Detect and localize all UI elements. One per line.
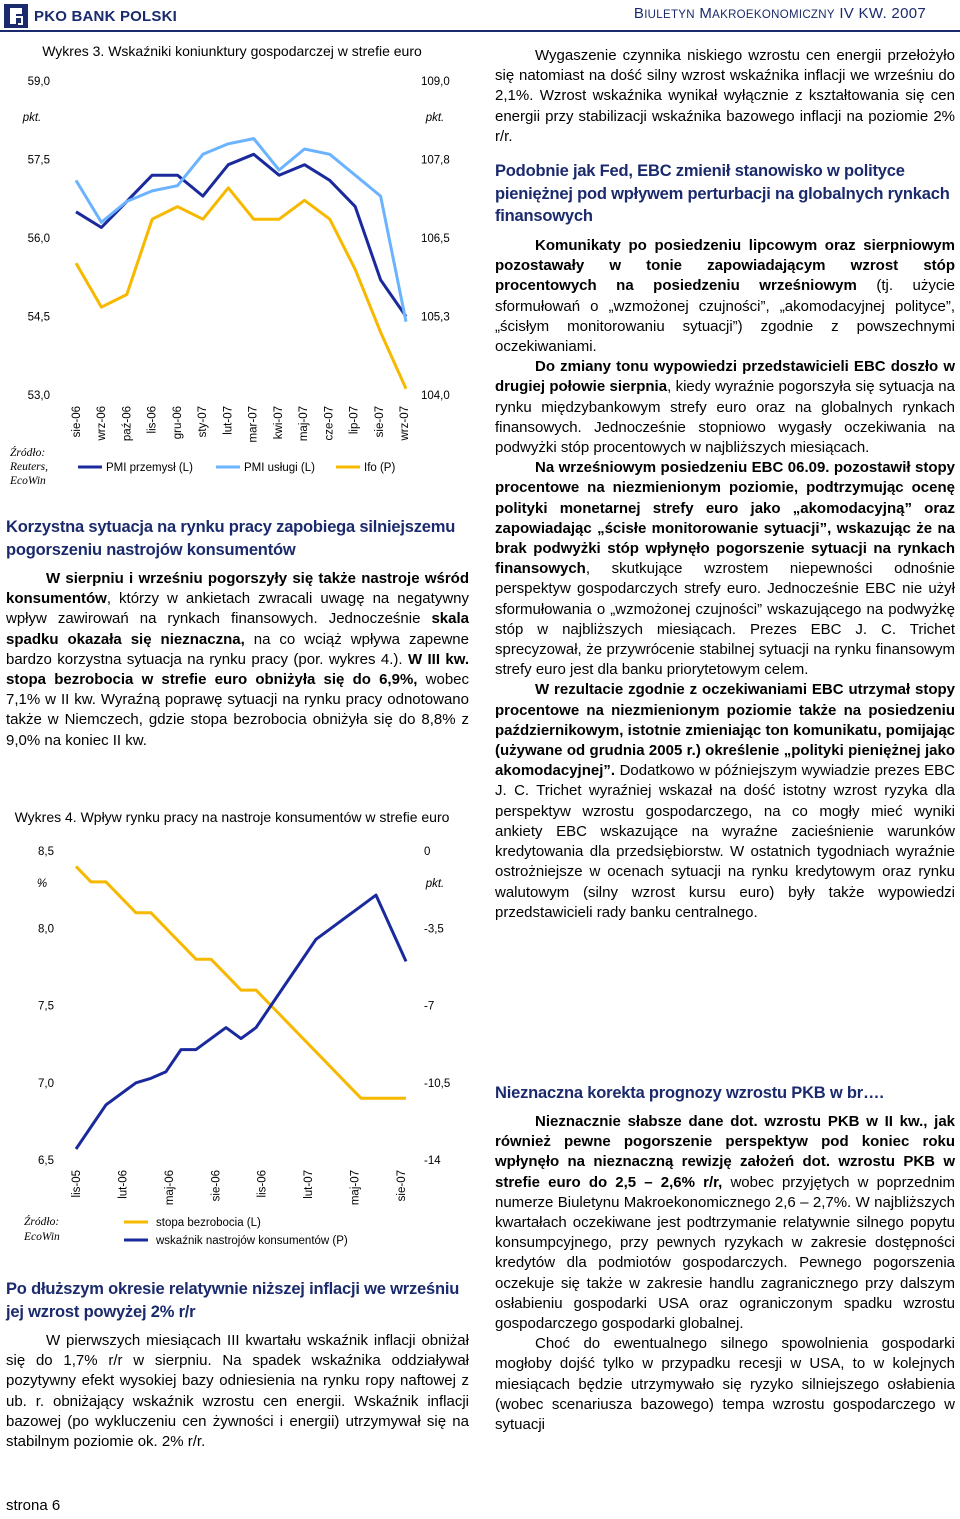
chart3 xyxy=(6,38,469,498)
y-tick-label: 0 xyxy=(424,846,431,858)
pko-logo xyxy=(4,4,177,28)
chart3-legend xyxy=(78,462,395,474)
chart3-right-unit: pkt. xyxy=(425,112,445,124)
paragraph: Do zmiany tonu wypowiedzi przedstawicieli EBC doszło w drugiej połowie sierpnia, kiedy wyraźnie pogorszyła się sytuacja na rynku międzybankowym strefy euro oraz na globalnych rynkach finansowych. Jednocześnie stopniowo wygasły oczekiwania na podwyżki stóp procentowych w najbliższych miesiącach. xyxy=(495,358,955,457)
brand-name: PKO BANK POLSKI xyxy=(34,7,178,25)
legend-label: Ifo (P) xyxy=(364,462,396,474)
legend-label: wskaźnik nastrojów konsumentów (P) xyxy=(156,1235,348,1247)
svg-text:EcoWin: EcoWin xyxy=(10,475,46,487)
bulletin-title: BIULETYN MAKROEKONOMICZNY IV KW. 2007 xyxy=(633,5,926,22)
header-rule xyxy=(0,30,960,32)
x-tick-label: gru-06 xyxy=(171,406,184,440)
x-tick-label: lut-07 xyxy=(222,406,235,435)
series-line-1 xyxy=(76,895,406,1149)
x-tick-label: maj-07 xyxy=(349,1170,362,1206)
section-labour-market xyxy=(6,516,469,751)
chart4-legend xyxy=(124,1217,348,1247)
x-tick-label: sie-07 xyxy=(396,1170,408,1202)
x-tick-label: mar-07 xyxy=(247,406,260,443)
section-heading: Po dłuższym okresie relatywnie niższej inflacji we wrześniu jej wzrost powyżej 2% r/r xyxy=(6,1280,460,1321)
y-tick-label: 57,5 xyxy=(27,154,50,167)
paragraph: Choć do ewentualnego silnego spowolnienia gospodarki mogłoby dojść tylko w przypadku recesji w USA, to w kolejnych miesiącach będzie utrzymywało się ryzyko silniejszego osłabienia (wobec scenariusza bazowego) tempa wzrostu gospodarczego w sytuacji xyxy=(495,1335,955,1434)
y-tick-label: 7,5 xyxy=(38,1000,54,1013)
paragraph: W pierwszych miesiącach III kwartału wskaźnik inflacji obniżał się do 1,7% r/r w sierpniu. Na spadek wskaźnika oddziaływał pozytywny efekt wysokiej bazy odniesienia na rynku ropy naftowej z ub. r. obniżający wskaźnik wzrostu cen energii. Wskaźnik inflacji bazowej (po wykluczeniu cen żywności i energii) utrzymywał się na stabilnym poziomie ok. 2% r/r. xyxy=(6,1332,469,1451)
y-tick-label: 8,0 xyxy=(38,923,54,936)
x-tick-label: sie-07 xyxy=(373,406,386,438)
section-heading: Korzystna sytuacja na rynku pracy zapobiega silniejszemu pogorszeniu nastrojów konsumentów xyxy=(6,518,456,559)
x-tick-label: lip-07 xyxy=(348,406,361,435)
y-tick-label: 8,5 xyxy=(38,846,54,858)
paragraph: Nieznacznie słabsze dane dot. wzrostu PKB w II kw., jak również pewne pogorszenie perspektyw pod koniec roku wpłynęło na nieznaczną rewizję założeń dot. wzrostu PKB w strefie euro do 2,5 – 2,6% r/r, wobec przyjętych w poprzednim numerze Biuletynu Makroekonomicznego 2,6 – 2,7%. W najbliższych kwartałach oczekiwane jest podtrzymanie relatywnie silnego popytu konsumpcyjnego, przy pewnych ryzykach w zakresie dostępności kredytów dla podmiotów gospodarczych. Pewnego pogorszenia oczekuje się także w zakresie handlu zagranicznego przy dalszym osłabieniu gospodarki USA oraz ograniczonym spadku wzrostu gospodarczego gospodarki globalnej. xyxy=(495,1113,955,1333)
svg-text:Źródło:: Źródło: xyxy=(24,1216,60,1228)
y-tick-label: 7,0 xyxy=(38,1077,54,1090)
chart4-right-unit: pkt. xyxy=(425,878,445,890)
x-tick-label: lut-06 xyxy=(117,1170,130,1199)
chart4-x-axis xyxy=(71,1170,408,1205)
legend-label: PMI przemysł (L) xyxy=(106,462,193,474)
x-tick-label: paź-06 xyxy=(121,406,134,442)
ecb-text xyxy=(495,236,955,923)
x-tick-label: maj-06 xyxy=(163,1170,176,1206)
y-tick-label: -10,5 xyxy=(424,1077,451,1090)
x-tick-label: kwi-07 xyxy=(272,406,285,440)
paragraph: Komunikaty po posiedzeniu lipcowym oraz sierpniowym pozostawały w tonie zapowiadającym wzrost stóp procentowych na posiedzeniu wrześniowym (tj. użycie sformułowań o „wzmożonej czujności”, „akomodacyjnej polityce”, „ścisłym monitorowaniu sytuacji”) zgodnie z powszechnymi oczekiwaniami. xyxy=(495,237,955,356)
y-tick-label: 106,5 xyxy=(421,233,450,245)
page-number: strona 6 xyxy=(6,1497,61,1514)
x-tick-label: wrz-06 xyxy=(96,406,109,441)
y-tick-label: 105,3 xyxy=(421,311,450,324)
chart3-left-axis xyxy=(28,76,50,402)
legend-label: stopa bezrobocia (L) xyxy=(156,1217,261,1229)
section-heading: Nieznaczna korekta prognozy wzrostu PKB w br…. xyxy=(495,1084,884,1102)
chart3-left-unit: pkt. xyxy=(22,112,42,124)
chart4-source xyxy=(23,1214,60,1243)
x-tick-label: maj-07 xyxy=(298,406,311,442)
y-tick-label: -7 xyxy=(424,1000,435,1013)
section-heading: Podobnie jak Fed, EBC zmienił stanowisko w polityce pieniężnej pod wpływem perturbacji na globalnych rynkach finansowych xyxy=(495,162,950,225)
chart3-series xyxy=(76,139,406,389)
chart4-title: Wykres 4. Wpływ rynku pracy na nastroje konsumentów w strefie euro xyxy=(14,809,450,825)
series-line-2 xyxy=(76,188,406,389)
chart3-x-axis xyxy=(71,406,411,442)
x-tick-label: sie-06 xyxy=(210,1170,223,1202)
paragraph: Wygaszenie czynnika niskiego wzrostu cen energii przełożyło się natomiast na dość silny wzrost wskaźnika inflacji we wrześniu do 2,1%. Wzrost wskaźnika wynikał wyłącznie z kształtowania się cen energii przy stabilizacji wskaźnika bazowego inflacji na poziomie 2% r/r. xyxy=(495,47,955,145)
y-tick-label: -14 xyxy=(424,1155,441,1167)
chart4-series xyxy=(76,866,406,1149)
y-tick-label: 56,0 xyxy=(27,233,50,245)
series-line-0 xyxy=(76,866,406,1098)
x-tick-label: cze-07 xyxy=(323,406,336,441)
section-inflation xyxy=(6,1278,469,1452)
chart4-right-axis xyxy=(424,846,450,1167)
y-tick-label: 107,8 xyxy=(421,154,450,167)
x-tick-label: lis-06 xyxy=(146,406,159,434)
paragraph: W rezultacie zgodnie z oczekiwaniami EBC utrzymał stopy procentowe na niezmienionym poziomie także na posiedzeniu październikowym, istotnie zmieniając ton komunikatu, pomijając (używane od grudnia 2005 r.) określenie „polityki pieniężnej jako akomodacyjnej”. Dodatkowo w późniejszym wywiadzie prezes EBC J. C. Trichet wyraźniej wskazał na dość istotny wzrost ryzyka dla perspektyw wzrostu gospodarczego, na co mogły mieć wyniki ankiety EBC wskazujące na wyraźne zacieśnienie warunków kredytowania dla przedsiębiorstw. W ostatnich tygodniach wyraźnie ostrożniejsze w ocenach sytuacji na rynku kredytowym oraz rynku walutowym (silny wzrost kursu euro) były także wypowiedzi przedstawicieli rady banku centralnego. xyxy=(495,681,955,921)
svg-text:Reuters,: Reuters, xyxy=(10,461,49,473)
chart3-title: Wykres 3. Wskaźniki koniunktury gospodarczej w strefie euro xyxy=(42,43,422,59)
x-tick-label: lis-06 xyxy=(256,1170,269,1198)
x-tick-label: sty-07 xyxy=(197,406,210,438)
y-tick-label: 109,0 xyxy=(421,76,450,88)
paragraph: W sierpniu i wrześniu pogorszyły się także nastroje wśród konsumentów, którzy w ankietach zwracali uwagę na negatywny wpływ zawirowań na rynkach finansowych. Jednocześnie skala spadku okazała się nieznaczna, na co wciąż wpływa zapewne bardzo korzystna sytuacja na rynku pracy (por. wykres 4.). W III kw. stopa bezrobocia w strefie euro obniżyła się do 6,9%, wobec 7,1% w II kw. Wyraźną poprawę sytuacji na rynku pracy odnotowano także w Niemczech, gdzie stopa bezrobocia obniżyła się do 8,8% z 9,0% na koniec II kw. xyxy=(6,570,470,749)
chart4 xyxy=(6,806,469,1256)
page-header xyxy=(0,0,960,33)
legend-label: PMI usługi (L) xyxy=(244,462,315,474)
chart3-source xyxy=(9,445,48,487)
chart3-right-axis xyxy=(421,76,450,402)
svg-text:EcoWin: EcoWin xyxy=(24,1231,60,1243)
pko-logo-icon xyxy=(4,4,28,28)
y-tick-label: 6,5 xyxy=(38,1155,54,1167)
x-tick-label: sie-06 xyxy=(71,406,83,438)
y-tick-label: 53,0 xyxy=(27,390,50,402)
y-tick-label: -3,5 xyxy=(424,923,444,936)
paragraph: Na wrześniowym posiedzeniu EBC 06.09. pozostawił stopy procentowe na niezmienionym poziomie, podtrzymując ocenę polityki monetarnej strefy euro jako „akomodacyjną” oraz zapowiadając „ścisłe monitorowanie sytuacji”, wskazując że na brak podwyżki stóp wpłynęło pogorszenie sytuacji na rynkach finansowych, skutkujące wzrostem niepewności odnośnie perspektyw gospodarczych strefy euro. Jednocześnie EBC nie użył sformułowania o „wzmożonej czujności” wskazującego na podwyżkę stóp w najbliższych miesiącach. Prezes EBC J. C. Trichet sprecyzował, że przywrócenie stabilnej sytuacji na rynku finansowym strefy euro jest dla banku priorytetowym celem. xyxy=(495,459,955,679)
y-tick-label: 59,0 xyxy=(27,76,50,88)
gdp-text xyxy=(495,1112,955,1435)
chart4-left-unit: % xyxy=(36,878,48,890)
x-tick-label: wrz-07 xyxy=(399,406,411,441)
x-tick-label: lut-07 xyxy=(303,1170,316,1199)
svg-text:Źródło:: Źródło: xyxy=(10,447,46,459)
y-tick-label: 104,0 xyxy=(421,390,450,402)
series-line-0 xyxy=(76,154,406,316)
y-tick-label: 54,5 xyxy=(27,311,50,324)
x-tick-label: lis-05 xyxy=(71,1170,83,1198)
chart4-left-axis xyxy=(38,846,54,1167)
